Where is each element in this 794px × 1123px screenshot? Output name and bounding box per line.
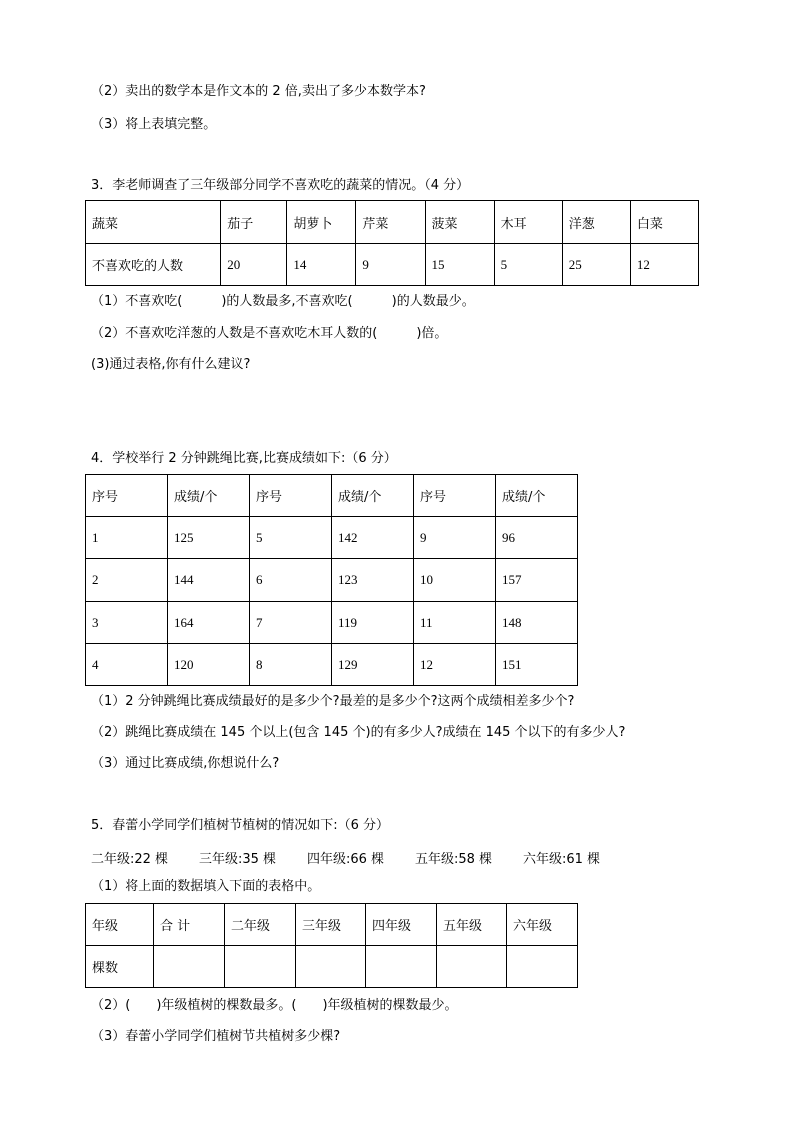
table-cell: 120 — [168, 644, 250, 686]
table-cell: 144 — [168, 559, 250, 602]
answer-cell[interactable] — [296, 946, 366, 988]
q5-header-row — [86, 904, 578, 946]
answer-cell[interactable] — [437, 946, 507, 988]
table-cell: 胡萝卜 — [287, 201, 356, 244]
table-row — [86, 644, 578, 686]
grade-item: 六年级:61 棵 — [523, 852, 601, 867]
grade-item: 五年级:58 棵 — [415, 852, 493, 867]
table-cell: 序号 — [86, 475, 168, 517]
table-cell: 8 — [250, 644, 332, 686]
table-cell: 151 — [496, 644, 578, 686]
table-cell: 六年级 — [507, 904, 578, 946]
table-cell: 11 — [414, 602, 496, 644]
answer-cell[interactable] — [225, 946, 296, 988]
table-cell: 木耳 — [494, 201, 562, 244]
table-cell: 142 — [332, 517, 414, 559]
answer-cell[interactable] — [507, 946, 578, 988]
table-cell: 棵数 — [86, 946, 154, 988]
table-cell: 125 — [168, 517, 250, 559]
q5-title: 5．春蕾小学同学们植树节植树的情况如下:（6 分） — [91, 818, 390, 833]
grade-item: 四年级:66 棵 — [307, 852, 385, 867]
table-cell: 20 — [221, 244, 287, 286]
table-cell: 成绩/个 — [332, 475, 414, 517]
q5-data-row — [86, 946, 578, 988]
table-row — [86, 517, 578, 559]
q3-sub2: （2）不喜欢吃洋葱的人数是不喜欢吃木耳人数的( )倍。 — [91, 326, 448, 341]
table-cell: 序号 — [250, 475, 332, 517]
grade-item: 二年级:22 棵 — [91, 852, 169, 867]
table-cell: 6 — [250, 559, 332, 602]
table-cell: 年级 — [86, 904, 154, 946]
table-cell: 1 — [86, 517, 168, 559]
table-cell: 5 — [494, 244, 562, 286]
q4-sub2: （2）跳绳比赛成绩在 145 个以上(包含 145 个)的有多少人?成绩在 145 个以下的有多少人? — [91, 725, 626, 740]
q3-title: 3．李老师调查了三年级部分同学不喜欢吃的蔬菜的情况。（4 分） — [91, 178, 470, 193]
q3-sub1: （1）不喜欢吃( )的人数最多,不喜欢吃( )的人数最少。 — [91, 294, 475, 309]
table-cell: 2 — [86, 559, 168, 602]
answer-cell[interactable] — [154, 946, 225, 988]
table-cell: 123 — [332, 559, 414, 602]
table-cell: 五年级 — [437, 904, 507, 946]
grade-item: 三年级:35 棵 — [199, 852, 277, 867]
table-cell: 合 计 — [154, 904, 225, 946]
table-cell: 洋葱 — [562, 201, 630, 244]
q4-header-row — [86, 475, 578, 517]
table-row — [86, 602, 578, 644]
table-row — [86, 559, 578, 602]
table-cell: 12 — [630, 244, 698, 286]
answer-cell[interactable] — [366, 946, 437, 988]
q5-sub2: （2）( )年级植树的棵数最多。( )年级植树的棵数最少。 — [91, 998, 458, 1013]
table-cell: 芹菜 — [356, 201, 425, 244]
q5-tree-table — [85, 903, 578, 988]
q4-title: 4．学校举行 2 分钟跳绳比赛,比赛成绩如下:（6 分） — [91, 451, 397, 466]
table-cell: 148 — [496, 602, 578, 644]
table-cell: 14 — [287, 244, 356, 286]
q4-sub3: （3）通过比赛成绩,你想说什么? — [91, 756, 280, 771]
q3-data-row — [86, 244, 699, 286]
table-cell: 164 — [168, 602, 250, 644]
table-cell: 菠菜 — [425, 201, 494, 244]
table-cell: 129 — [332, 644, 414, 686]
table-cell: 成绩/个 — [168, 475, 250, 517]
table-cell: 7 — [250, 602, 332, 644]
q2-sub2: （2）卖出的数学本是作文本的 2 倍,卖出了多少本数学本? — [91, 84, 426, 99]
table-cell: 96 — [496, 517, 578, 559]
table-cell: 四年级 — [366, 904, 437, 946]
table-cell: 10 — [414, 559, 496, 602]
q4-jump-rope-table — [85, 474, 578, 686]
q2-sub3: （3）将上表填完整。 — [91, 117, 217, 132]
q3-vegetable-table — [85, 200, 699, 286]
table-cell: 15 — [425, 244, 494, 286]
table-cell: 茄子 — [221, 201, 287, 244]
table-cell: 157 — [496, 559, 578, 602]
table-cell: 不喜欢吃的人数 — [86, 244, 221, 286]
table-cell: 序号 — [414, 475, 496, 517]
table-cell: 12 — [414, 644, 496, 686]
table-cell: 9 — [414, 517, 496, 559]
q5-sub3: （3）春蕾小学同学们植树节共植树多少棵? — [91, 1029, 341, 1044]
q3-sub3: (3)通过表格,你有什么建议? — [91, 357, 251, 372]
table-cell: 蔬菜 — [86, 201, 221, 244]
q3-header-row — [86, 201, 699, 244]
table-cell: 3 — [86, 602, 168, 644]
table-cell: 4 — [86, 644, 168, 686]
q4-sub1: （1）2 分钟跳绳比赛成绩最好的是多少个?最差的是多少个?这两个成绩相差多少个? — [91, 694, 575, 709]
q5-sub1: （1）将上面的数据填入下面的表格中。 — [91, 879, 321, 894]
table-cell: 5 — [250, 517, 332, 559]
table-cell: 9 — [356, 244, 425, 286]
q5-grade-list — [91, 848, 600, 867]
table-cell: 119 — [332, 602, 414, 644]
table-cell: 白菜 — [630, 201, 698, 244]
table-cell: 二年级 — [225, 904, 296, 946]
table-cell: 三年级 — [296, 904, 366, 946]
table-cell: 25 — [562, 244, 630, 286]
table-cell: 成绩/个 — [496, 475, 578, 517]
